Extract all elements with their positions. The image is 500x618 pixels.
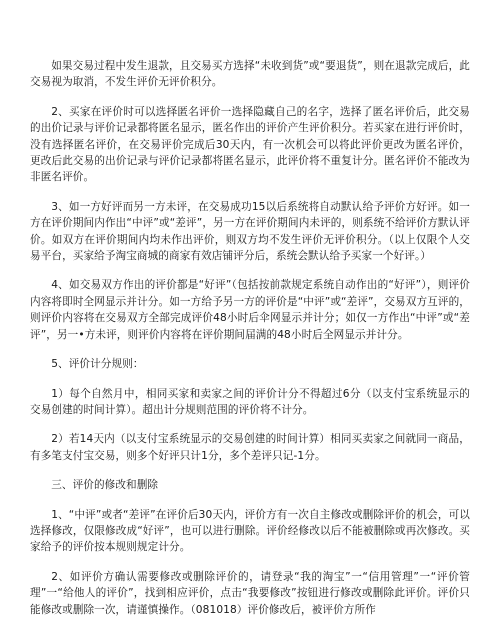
- paragraph-modify-window: 1、“中评”或者“差评”在评价后30天内，评价方有一次自主修改或删除评价的机会，可以选择修改，仅限修改成“好评”，也可以进行删除。评价经修改以后不能被删除或再次修改。买家给予的评价按本规则规定计分。: [30, 508, 470, 554]
- paragraph-modify-steps: 2、如评价方确认需要修改或删除评价的，请登录“我的淘宝”一“信用管理”一“评价管理”一“给他人的评价”，找到相应评价，点击“我要修改”按钮进行修改或删除此评价。评价只能修改或删除一次，请谨慎操作。（081018）评价修改后，被评价方所作: [30, 570, 470, 616]
- paragraph-refund-rule: 如果交易过程中发生退款，且交易买方选择“未收到货”或“要退货”，则在退款完成后，此交易视为取消，不发生评价无评价积分。: [30, 60, 470, 89]
- paragraph-default-positive: 3、如一方好评而另一方未评，在交易成功15以后系统将自动默认给予评价方好评。如一方在评价期间内作出“中评”或“差评”，另一方在评价期间内未评的，则系统不给评价方默认评价。如双方在评价期间内均未作出评价，则双方均不发生评价无评价积分。（以上仅限个人交易平台，买家给予淘宝商城的商家有效店铺评分后，系统会默认给予买家一个好评。）: [30, 200, 470, 263]
- heading-scoring-rules: 5、评价计分规则：: [51, 358, 144, 371]
- paragraph-anonymous-review: 2、买家在评价时可以选择匿名评价一选择隐藏自己的名字，选择了匿名评价后，此交易的出价记录与评价记录都将匿名显示，匿名作出的评价产生评价积分。若买家在进行评价时，没有选择匿名评价，在交易评价完成后30天内，有一次机会可以将此评价更改为匿名评价，更改后此交易的出价记录与评价记录都将匿名显示，此评价将不重复计分。匿名评价不能改为非匿名评价。: [30, 105, 470, 184]
- paragraph-14-day-rule: 2）若14天内（以支付宝系统显示的交易创建的时间计算）相同买卖家之间就同一商品，有多笔支付宝交易，则多个好评只计1分，多个差评只记-1分。: [30, 433, 470, 462]
- heading-modify-delete: 三、评价的修改和删除: [51, 479, 159, 492]
- paragraph-monthly-limit: 1）每个自然月中，相同买家和卖家之间的评价计分不得超过6分（以支付宝系统显示的交易创建的时间计算）。超出计分规则范围的评价将不计分。: [30, 387, 470, 416]
- paragraph-display-timing: 4、如交易双方作出的评价都是“好评”（包括按前款规定系统自动作出的“好评”），则评价内容将即时全网显示并计分。如一方给予另一方的评价是“中评”或“差评”，交易双方互评的，则评价内容将在交易双方全部完成评价48小时后伞网显示并计分；如仅一方作出“中评”或“差评”，另一•方未评，则评价内容将在评价期间届满的48小时后全网显示并计分。: [30, 279, 470, 341]
